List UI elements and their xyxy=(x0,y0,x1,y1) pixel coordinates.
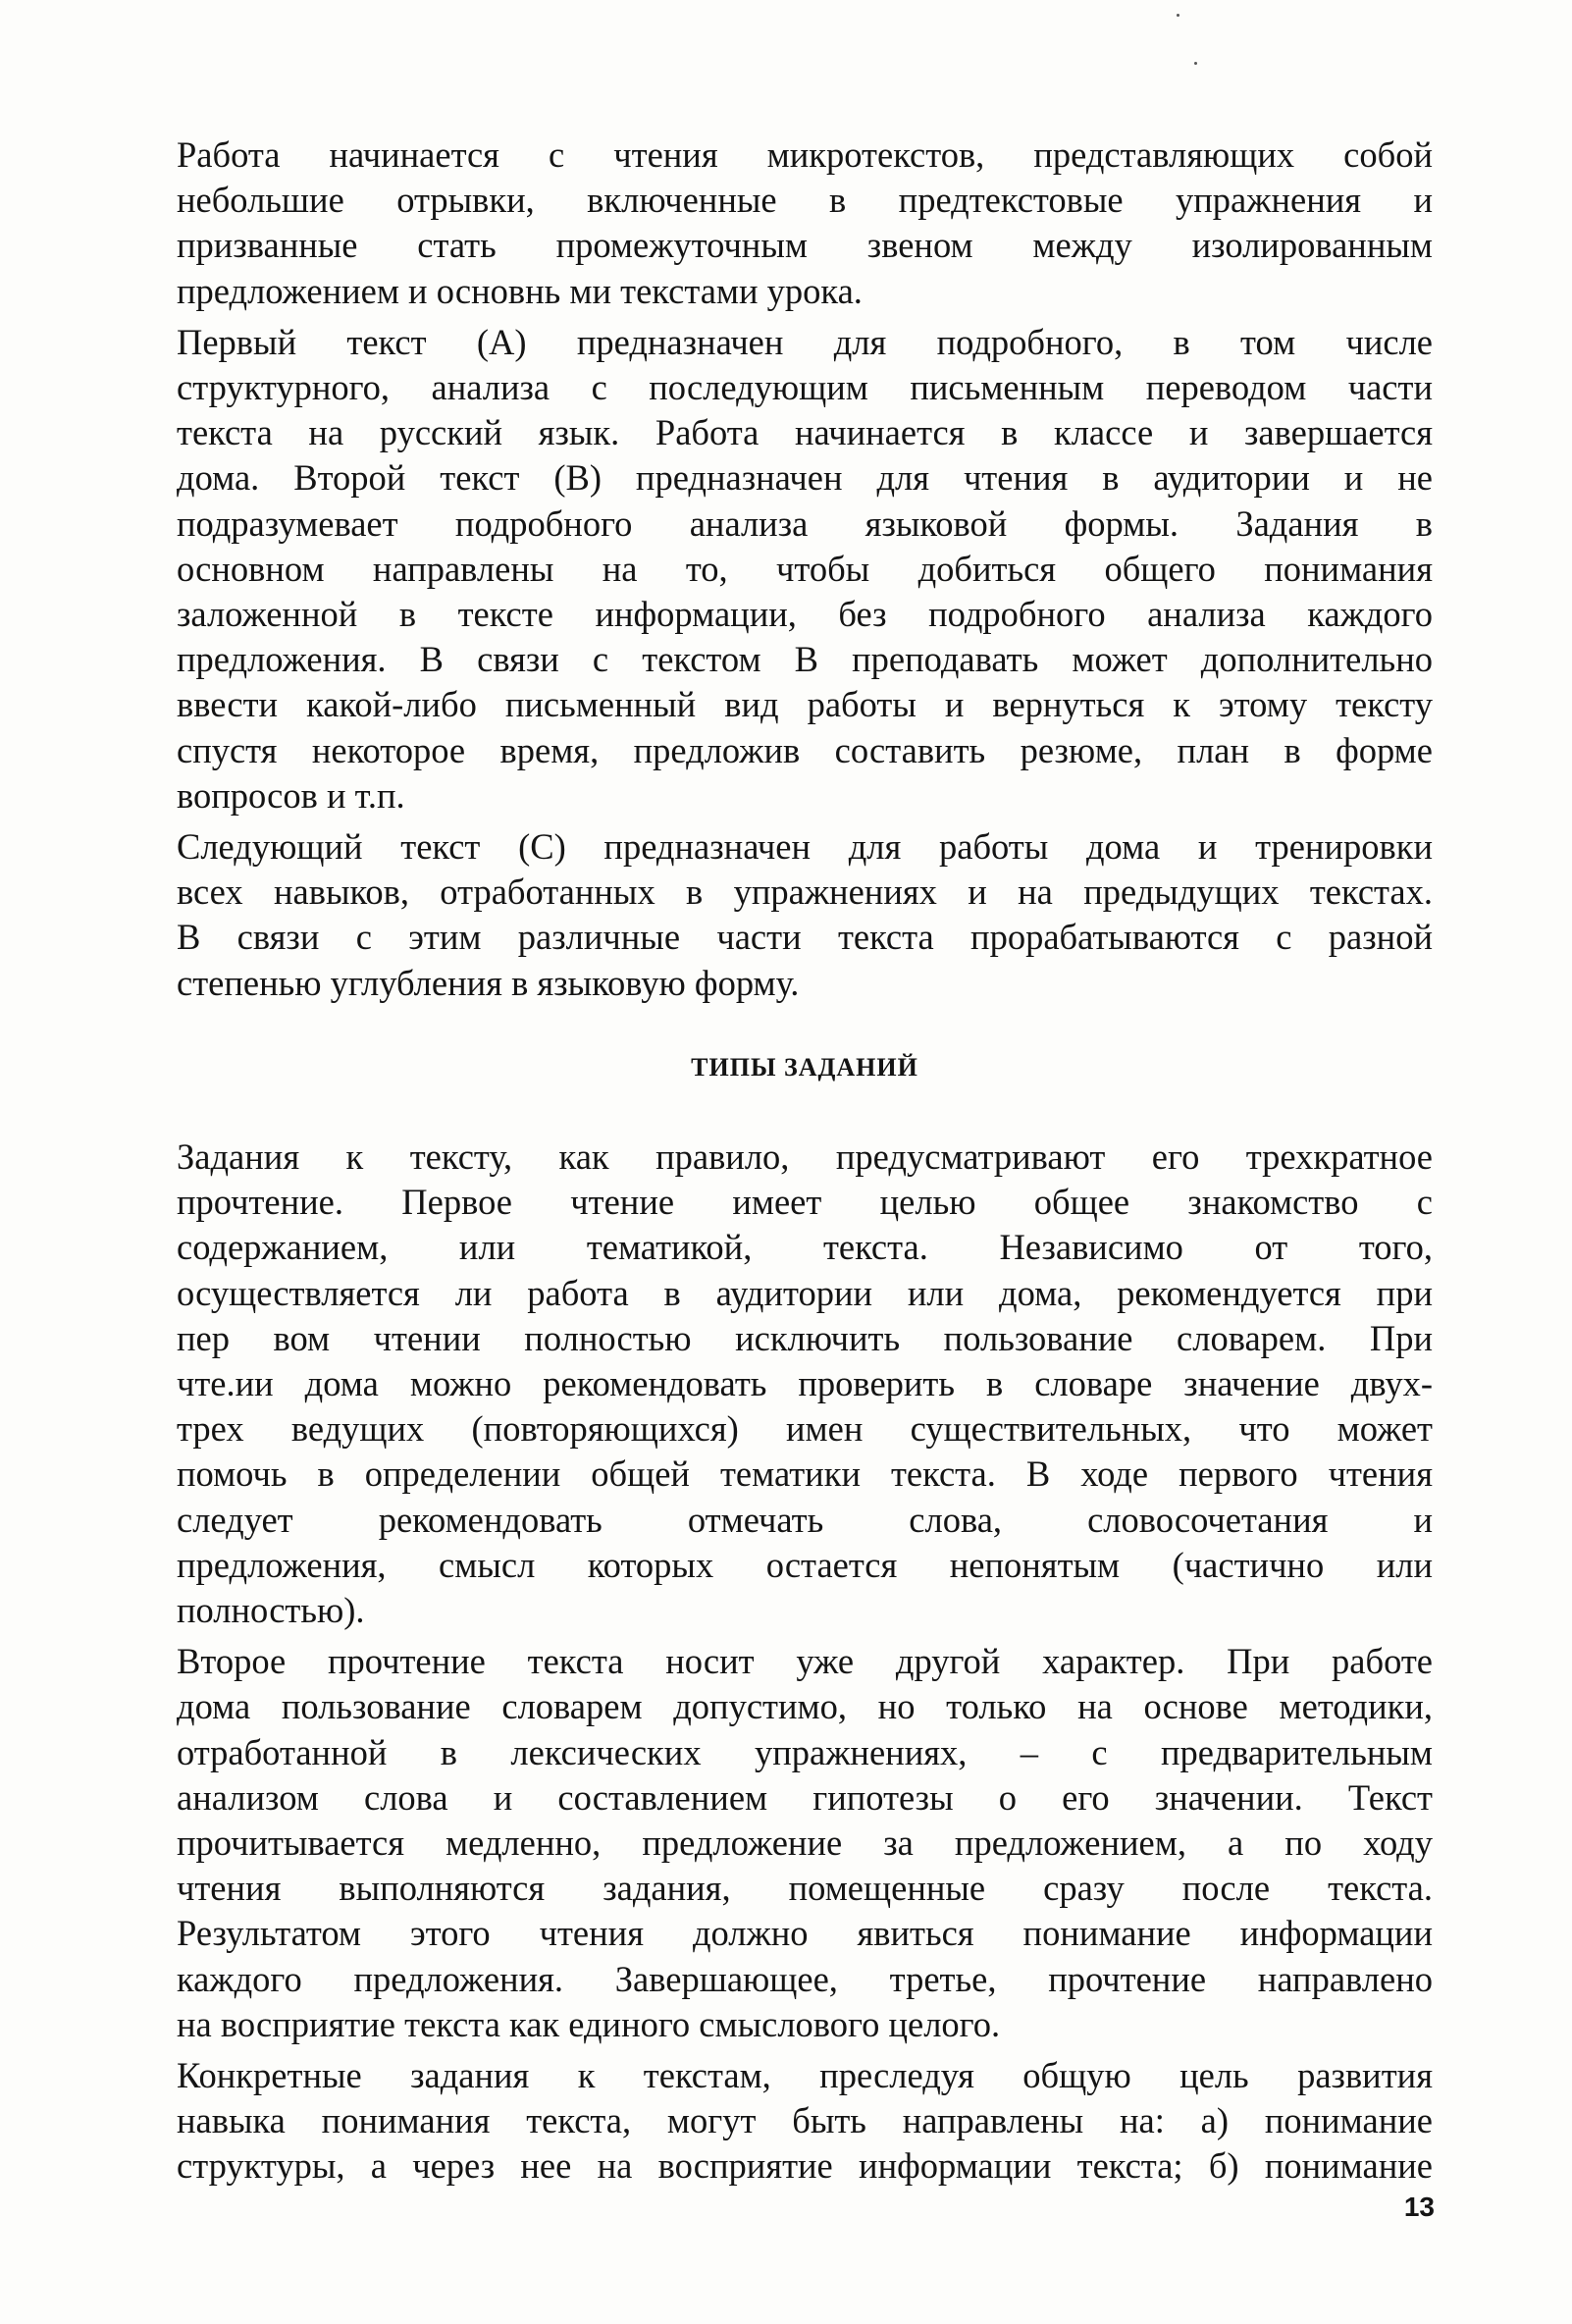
scan-speck xyxy=(1177,14,1179,17)
text-line: прочитывается медленно, предложение за предложением, а по ходу xyxy=(177,1822,1433,1864)
paragraph-text-a-b xyxy=(177,320,1433,819)
text-line: призванные стать промежуточным звеном между изолированным xyxy=(177,225,1433,266)
text-line: подразумевает подробного анализа языковой формы. Задания в xyxy=(177,502,1433,544)
text-line: чтения выполняются задания, помещенные сразу после текста. xyxy=(177,1868,1433,1909)
section-heading: ТИПЫ ЗАДАНИЙ xyxy=(691,1053,918,1082)
text-line: предложением и основнь ми текстами урока. xyxy=(177,270,863,311)
text-line: ввести какой-либо письменный вид работы и вернуться к этому тексту xyxy=(177,684,1433,725)
text-line: каждого предложения. Завершающее, третье, прочтение направлено xyxy=(177,1958,1433,1999)
text-line: следует рекомендовать отмечать слова, словосочетания и xyxy=(177,1499,1433,1540)
text-line: пеp вом чтении полностью исключить пользование словарем. При xyxy=(177,1317,1433,1358)
text-line: основном направлены на то, чтобы добиться общего понимания xyxy=(177,548,1433,589)
text-line: Второе прочтение текста носит уже другой характер. При работе xyxy=(177,1641,1433,1682)
tasks-text-block xyxy=(177,1135,1433,2190)
text-line: Задания к тексту, как правило, предусматривают его трехкратное xyxy=(177,1136,1433,1177)
text-line: на восприятие текста как единого смыслового целого. xyxy=(177,2003,1001,2044)
text-line: Работа начинается с чтения микротекстов, представляющих собой xyxy=(177,134,1433,175)
text-line: предложения, смысл которых остается непонятым (частично или xyxy=(177,1544,1433,1585)
text-line: структурного, анализа с последующим письменным переводом части xyxy=(177,367,1433,408)
paragraph-second-reading xyxy=(177,1639,1433,2047)
text-line: анализом слова и составлением гипотезы о его значении. Текст xyxy=(177,1776,1433,1818)
text-line: заложенной в тексте информации, без подробного анализа каждого xyxy=(177,594,1433,635)
text-line: содержанием, или тематикой, текста. Независимо от того, xyxy=(177,1227,1433,1268)
text-line: небольшие отрывки, включенные в предтекстовые упражнения и xyxy=(177,180,1433,221)
text-line: дома пользование словарем допустимо, но только на основе методики, xyxy=(177,1686,1433,1727)
text-line: структуры, а через нее на восприятие информации текста; б) понимание xyxy=(177,2145,1433,2187)
text-line: прочтение. Первое чтение имеет целью общее знакомство с xyxy=(177,1182,1433,1223)
text-line: отработанной в лексических упражнениях, – с предварительным xyxy=(177,1731,1433,1772)
page-number: 13 xyxy=(1403,2192,1435,2222)
text-line: полностью). xyxy=(177,1590,365,1631)
text-line: В связи с этим различные части текста прорабатываются с разной xyxy=(177,917,1433,958)
text-line: Результатом этого чтения должно явиться понимание информации xyxy=(177,1913,1433,1954)
text-line: осуществляется ли работа в аудитории или дома, рекомендуется при xyxy=(177,1272,1433,1313)
text-line: навыка понимания текста, могут быть направлены на: а) понимание xyxy=(177,2100,1433,2141)
scan-speck xyxy=(1194,62,1197,65)
text-line: Первый текст (А) предназначен для подробного, в том числе xyxy=(177,321,1433,362)
paragraph-microtexts xyxy=(177,132,1433,314)
text-line: трех ведущих (повторяющихся) имен существительных, что может xyxy=(177,1408,1433,1450)
intro-text-block xyxy=(177,132,1433,1006)
paragraph-text-c xyxy=(177,824,1433,1006)
text-line: дома. Второй текст (В) предназначен для чтения в аудитории и не xyxy=(177,457,1433,499)
text-line: Следующий текст (С) предназначен для работы дома и тренировки xyxy=(177,826,1433,868)
text-line: чте.ии дома можно рекомендовать проверить в словаре значение двух- xyxy=(177,1363,1433,1404)
text-line: всех навыков, отработанных в упражнениях и на предыдущих текстах. xyxy=(177,872,1433,913)
paragraph-first-reading xyxy=(177,1135,1433,1633)
paragraph-specific-tasks xyxy=(177,2053,1433,2190)
text-line: предложения. В связи с текстом В преподавать может дополнительно xyxy=(177,639,1433,680)
text-line: Конкретные задания к текстам, преследуя общую цель развития xyxy=(177,2055,1433,2096)
text-line: вопросов и т.п. xyxy=(177,774,405,816)
text-line: спустя некоторое время, предложив составить резюме, план в форме xyxy=(177,729,1433,770)
text-line: степенью углубления в языковую форму. xyxy=(177,962,800,1003)
text-line: помочь в определении общей тематики текста. В ходе первого чтения xyxy=(177,1453,1433,1495)
text-line: текста на русский язык. Работа начинается в классе и завершается xyxy=(177,412,1433,453)
